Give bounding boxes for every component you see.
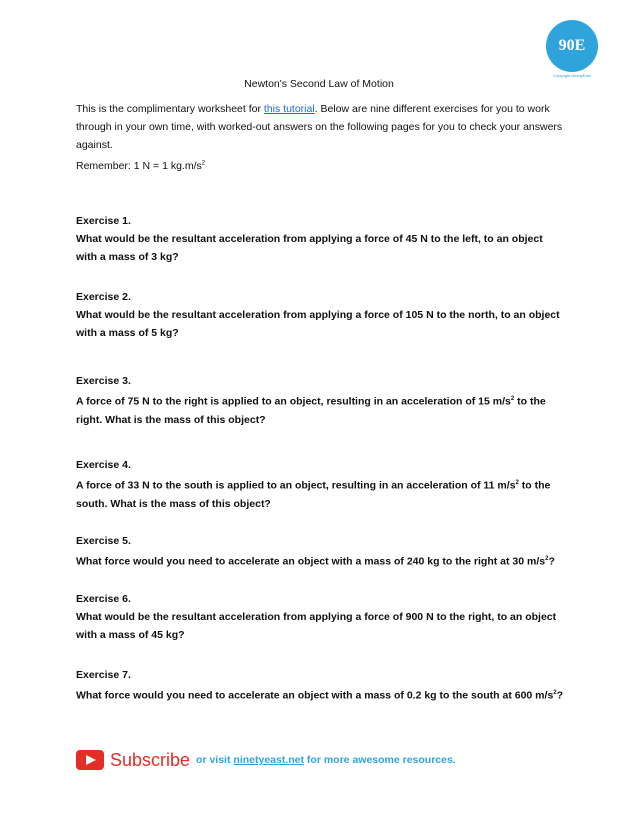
exercise-heading: Exercise 2.	[76, 291, 131, 303]
exercise-text: What would be the resultant acceleration from applying a force of 45 N to the left, to an object with a mass of 3 kg?	[76, 233, 543, 263]
logo-caption: Copyright NinetyEast	[553, 73, 591, 78]
exercise-5	[76, 532, 566, 571]
subscribe-button[interactable]: Subscribe	[110, 749, 191, 770]
footer-message	[196, 754, 456, 766]
exercise-text: What force would you need to accelerate an object with a mass of 240 kg to the right at 30 m/s	[76, 555, 546, 568]
intro-before: This is the complimentary worksheet for	[76, 103, 264, 115]
exercise-1	[76, 212, 566, 266]
exercise-7	[76, 666, 566, 705]
exercise-text-cont: to the right. What is the mass of this object?	[76, 395, 546, 426]
remember-sup: 2	[201, 160, 206, 167]
exercise-3	[76, 372, 566, 429]
exercise-text: What would be the resultant acceleration from applying a force of 900 N to the right, to an object with a mass of 45 kg?	[76, 611, 557, 641]
exercise-sup: 2	[545, 556, 549, 562]
exercise-sup: 2	[510, 396, 515, 402]
footer-text-before: or visit	[196, 754, 234, 766]
remember-note	[76, 160, 205, 172]
exercise-sup: 2	[515, 480, 519, 486]
ninetyeast-link[interactable]: ninetyeast.net	[233, 754, 305, 766]
exercise-2	[76, 288, 566, 342]
page-title: Newton's Second Law of Motion	[244, 78, 394, 90]
logo	[546, 20, 598, 72]
exercise-heading: Exercise 4.	[76, 459, 131, 471]
exercise-text: A force of 75 N to the right is applied to an object, resulting in an acceleration of 15 m/s	[76, 395, 511, 408]
exercise-text: What would be the resultant acceleration from applying a force of 105 N to the north, to an object with a mass of 5 kg?	[76, 309, 560, 339]
exercise-heading: Exercise 3.	[76, 375, 131, 387]
intro-paragraph	[76, 100, 570, 154]
youtube-play-icon[interactable]	[76, 750, 104, 770]
exercise-text: A force of 33 N to the south is applied to an object, resulting in an acceleration of 11 m/s	[76, 479, 516, 492]
exercise-heading: Exercise 7.	[76, 669, 131, 681]
logo-text: 90E	[558, 37, 586, 54]
exercise-heading: Exercise 6.	[76, 593, 131, 605]
footer-text-after: for more awesome resources.	[304, 754, 456, 766]
exercise-text-cont: ?	[556, 689, 564, 702]
footer	[76, 750, 456, 770]
exercise-4	[76, 456, 566, 513]
exercise-sup: 2	[553, 690, 557, 696]
exercise-text: What force would you need to accelerate an object with a mass of 0.2 kg to the south at 600 m/s	[76, 689, 554, 702]
exercise-text-cont: to the south. What is the mass of this object?	[76, 479, 551, 510]
intro-after: . Below are nine different exercises for you to work through in your own time, with worked-out answers on the following pages for you to check your answers against.	[76, 103, 563, 151]
tutorial-link[interactable]: this tutorial	[263, 103, 315, 115]
exercise-text-cont: ?	[548, 555, 555, 568]
exercise-heading: Exercise 1.	[76, 215, 131, 227]
exercise-6	[76, 590, 566, 644]
exercise-heading: Exercise 5.	[76, 535, 131, 547]
remember-text: Remember: 1 N = 1 kg.m/s	[76, 160, 202, 172]
